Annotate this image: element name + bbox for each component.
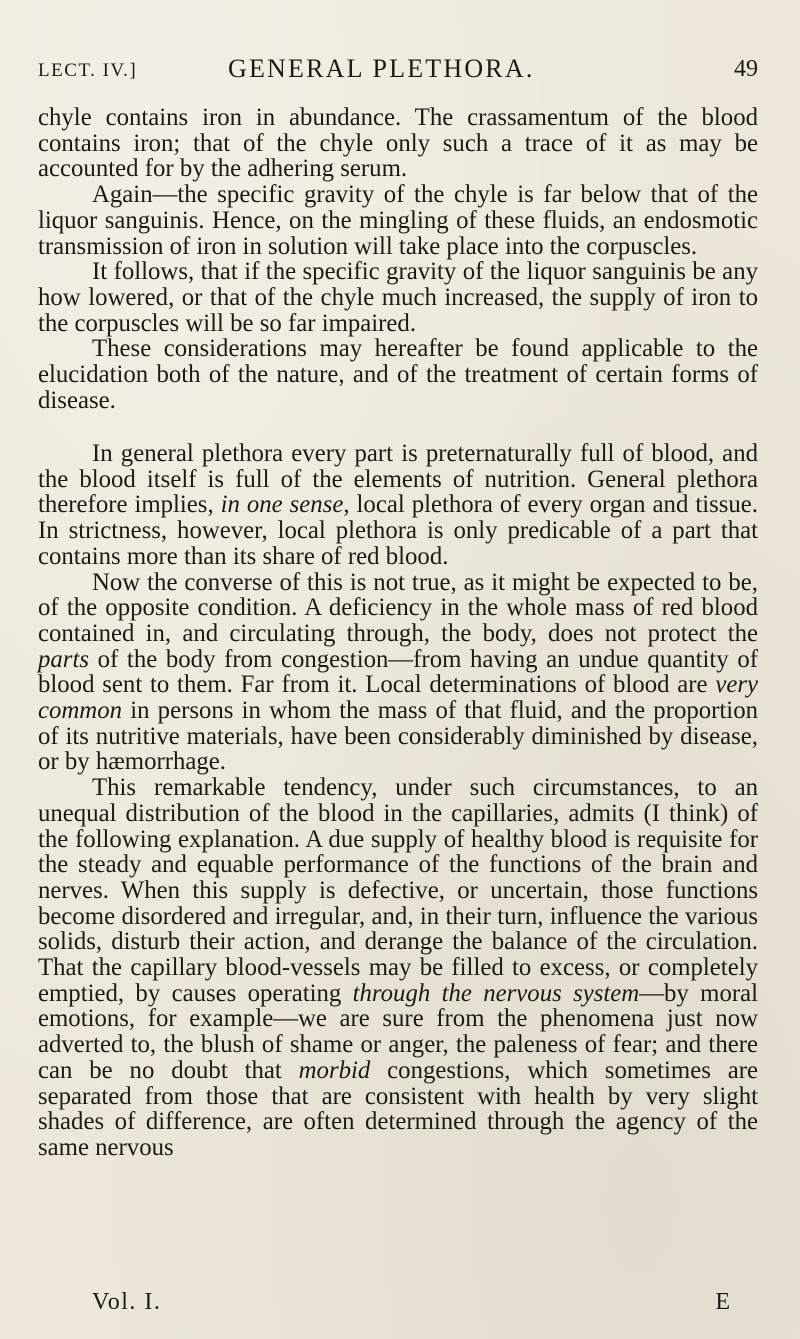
text-run: of the body from congestion—from having an undue quantity of blood sent to them. Far from it. Local determinations of blood are [38,645,758,699]
paragraph: It follows, that if the specific gravity of the liquor sanguinis be any how lowered, or that of the chyle much increased, the supply of iron to the corpuscles will be so far impaired. [38,258,758,337]
paragraph: chyle contains iron in abundance. The crassamentum of the blood contains iron; that of the chyle only such a trace of it as may be accounted for by the adhering serum. [38,104,758,183]
paragraph [38,775,758,1161]
signature-mark: E [715,1289,730,1315]
text-run: in persons in whom the mass of that fluid, and the proportion of its nutritive materials, have been considerably diminished by disease, or by hæmorrhage. [38,697,758,776]
italic-text: very common [38,671,758,725]
text-block-plethora [38,441,758,1161]
volume-signature: Vol. I. [92,1289,162,1315]
paragraph: These considerations may hereafter be found applicable to the elucidation both of the nature, and of the treatment of certain forms of disease. [38,335,758,414]
page-footer [38,1289,758,1319]
running-header [38,54,758,94]
paragraph: Again—the specific gravity of the chyle is far below that of the liquor sanguinis. Hence, on the mingling of these fluids, an endosmotic transmission of iron in solution will take place into the corpuscles. [38,181,758,260]
page-number: 49 [734,56,758,82]
italic-text: through the nervous system [352,979,640,1007]
text-run: , local plethora of every organ and tissue. In strictness, however, local plethora is only predicable of a part that contains more than its share of red blood. [38,491,758,570]
text-run: In general plethora every part is preternaturally full of blood, and the blood itself is full of the elements of nutrition. General plethora therefore implies, [38,440,758,519]
italic-text: in one sense [220,491,344,519]
text-run: congestions, which sometimes are separated from those that are consistent with health by very slight shades of difference, are often determined through the agency of the same nervous [38,1056,758,1161]
paragraph [38,441,758,570]
text-block-iron [38,105,758,413]
page-title: GENERAL PLETHORA. [228,54,535,83]
italic-text: parts [38,645,89,673]
lecture-label: LECT. IV.] [38,60,138,81]
text-run: Now the converse of this is not true, as it might be expected to be, of the opposite condition. A deficiency in the whole mass of red blood contained in, and circulating through, the body, does not protect the [38,568,758,647]
text-run: This remarkable tendency, under such circumstances, to an unequal distribution of the blood in the capillaries, admits (I think) of the following explanation. A due supply of healthy blood is requisite for the steady and equable performance of the functions of the brain and nerves. When this supply is defective, or uncertain, those functions become disordered and irregular, and, in their turn, influence the various solids, disturb their action, and derange the balance of the circulation. That the capillary blood-vessels may be filled to excess, or completely emptied, by causes operating [38,774,758,1007]
paragraph [38,570,758,776]
text-run: —by moral emotions, for example—we are sure from the phenomena just now adverted to, the blush of shame or anger, the paleness of fear; and there can be no doubt that [38,979,759,1084]
italic-text: morbid [298,1056,371,1084]
